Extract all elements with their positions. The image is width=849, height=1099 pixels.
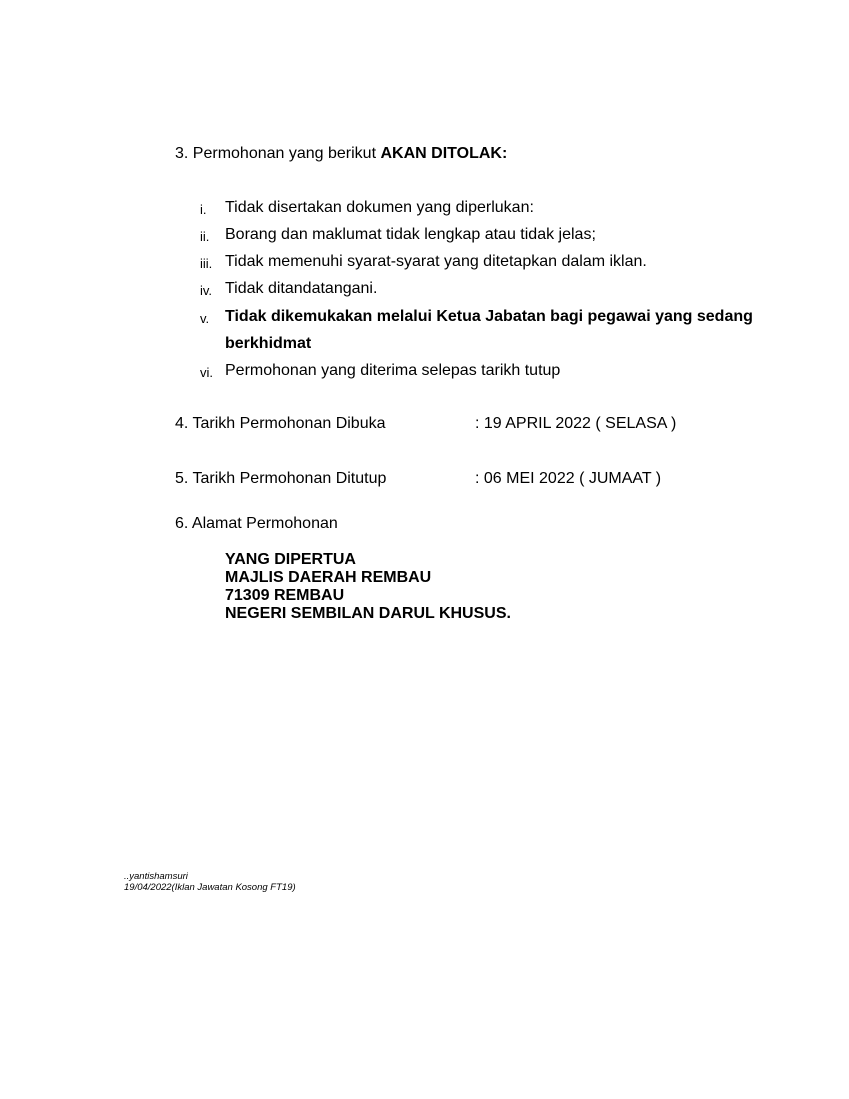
list-item: Tidak disertakan dokumen yang diperlukan:	[225, 199, 534, 216]
list-item-bold-line2: berkhidmat	[225, 335, 312, 352]
address-line: YANG DIPERTUA	[225, 551, 356, 568]
close-date-value: : 06 MEI 2022 ( JUMAAT )	[475, 470, 662, 487]
list-numeral: vi.	[200, 365, 213, 380]
list-numeral: iv.	[200, 283, 213, 298]
footer-author: ..yantishamsuri	[124, 871, 188, 882]
address-label: 6. Alamat Permohonan	[175, 515, 338, 532]
list-item: Borang dan maklumat tidak lengkap atau tidak jelas;	[225, 226, 596, 243]
list-numeral: ii.	[200, 229, 210, 244]
list-item: Tidak memenuhi syarat-syarat yang ditetapkan dalam iklan.	[225, 253, 647, 270]
address-line: NEGERI SEMBILAN DARUL KHUSUS.	[225, 605, 511, 622]
list-item: Tidak ditandatangani.	[225, 280, 378, 297]
address-line: 71309 REMBAU	[225, 587, 345, 604]
section-3-heading-bold: AKAN DITOLAK:	[380, 145, 508, 162]
open-date-label: 4. Tarikh Permohonan Dibuka	[175, 415, 386, 432]
list-numeral: i.	[200, 202, 207, 217]
close-date-label: 5. Tarikh Permohonan Ditutup	[175, 470, 387, 487]
section-3-heading	[175, 145, 507, 163]
list-item-bold-line1: Tidak dikemukakan melalui Ketua Jabatan bagi pegawai yang sedang	[225, 308, 753, 325]
list-numeral: iii.	[200, 256, 213, 271]
section-3-heading-text: 3. Permohonan yang berikut	[175, 145, 381, 162]
footer-reference: 19/04/2022(Iklan Jawatan Kosong FT19)	[124, 882, 296, 893]
list-item: Permohonan yang diterima selepas tarikh tutup	[225, 362, 561, 379]
address-line: MAJLIS DAERAH REMBAU	[225, 569, 432, 586]
open-date-value: : 19 APRIL 2022 ( SELASA )	[475, 415, 677, 432]
list-numeral: v.	[200, 311, 210, 326]
